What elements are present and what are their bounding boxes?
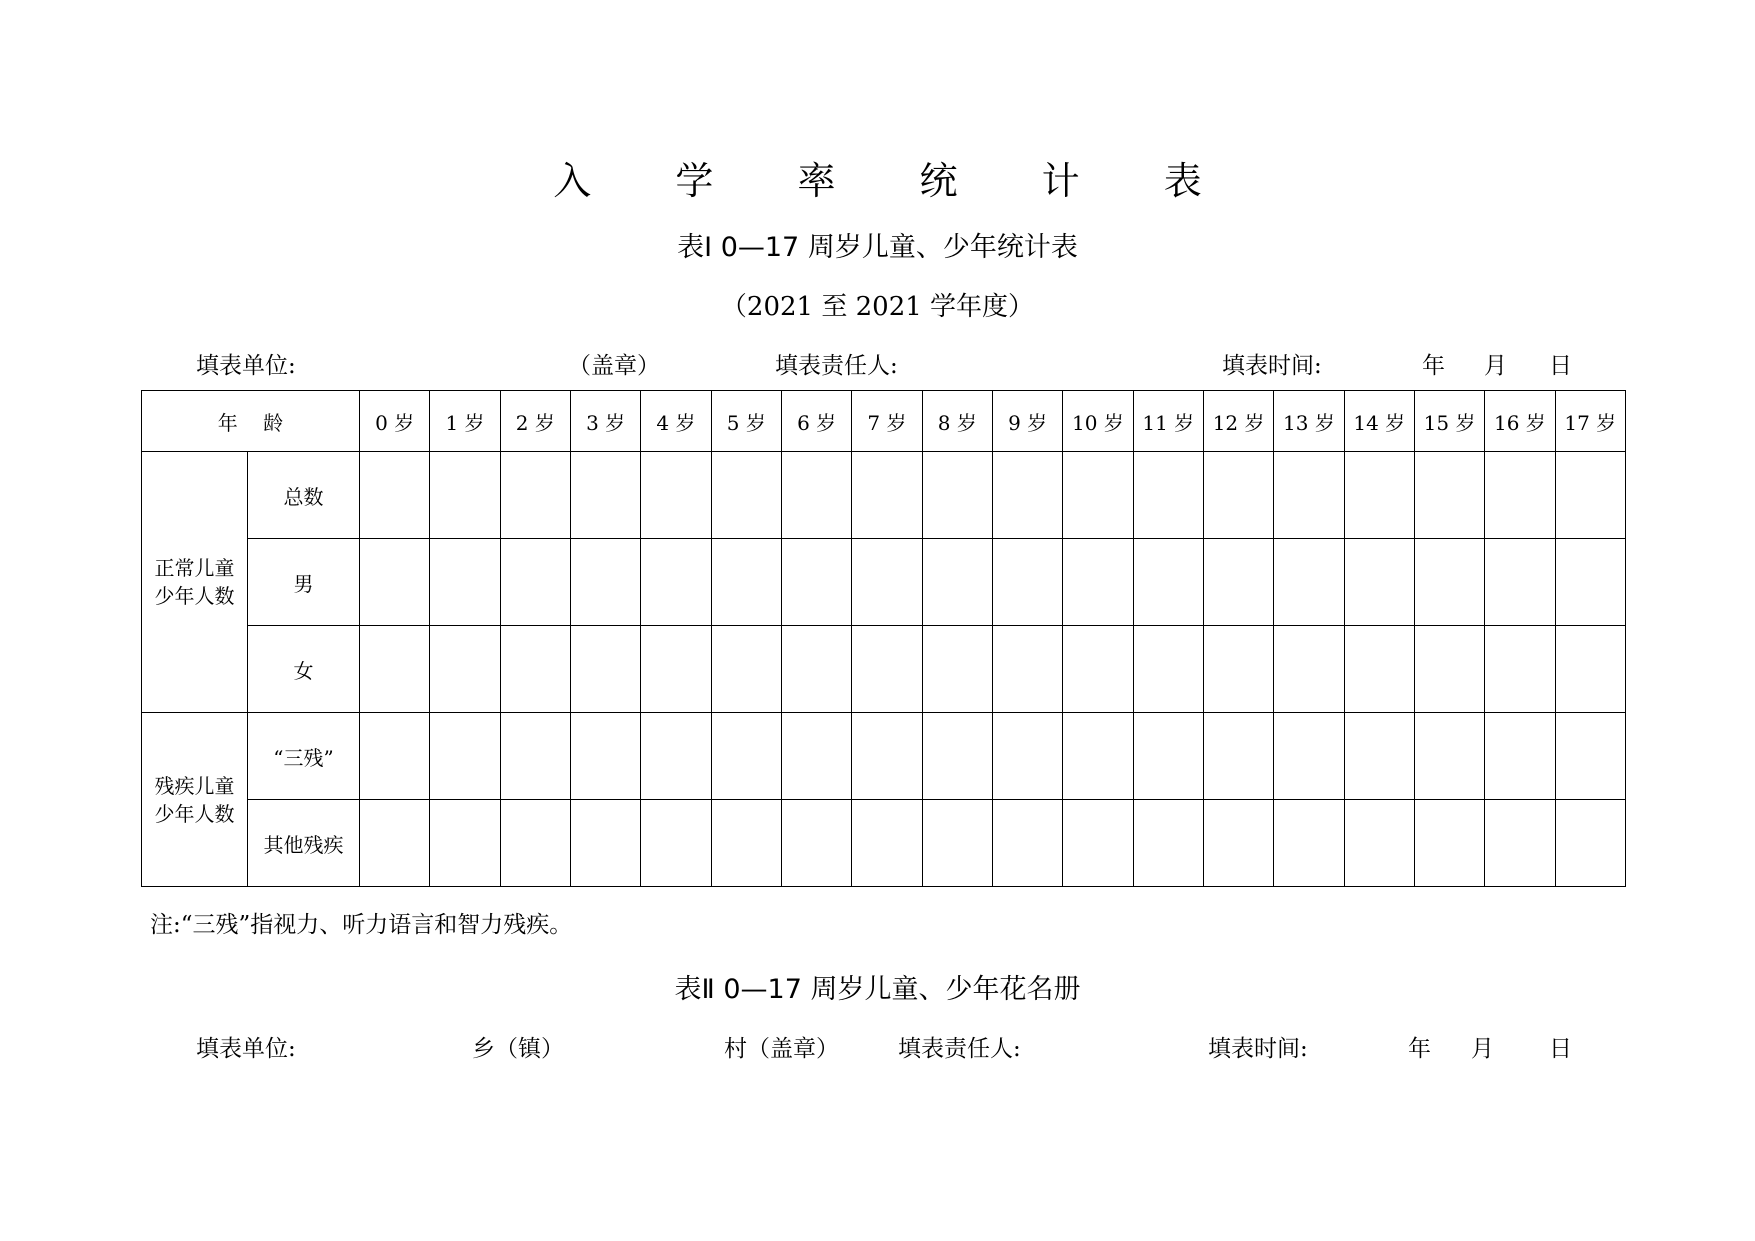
data-cell[interactable]: [641, 626, 711, 713]
row-label-female: 女: [248, 626, 360, 713]
data-cell[interactable]: [922, 713, 992, 800]
data-cell[interactable]: [922, 452, 992, 539]
age-column-header: 3 岁: [570, 391, 640, 452]
age-column-header: 17 岁: [1555, 391, 1625, 452]
data-cell[interactable]: [852, 452, 922, 539]
data-cell[interactable]: [781, 539, 851, 626]
data-cell[interactable]: [1555, 713, 1625, 800]
data-cell[interactable]: [641, 539, 711, 626]
data-cell[interactable]: [1203, 539, 1273, 626]
data-cell[interactable]: [360, 539, 430, 626]
data-cell[interactable]: [1344, 452, 1414, 539]
data-cell[interactable]: [500, 539, 570, 626]
data-cell[interactable]: [1485, 539, 1555, 626]
seal-label: （盖章）: [568, 353, 660, 379]
data-cell[interactable]: [1133, 800, 1203, 887]
data-cell[interactable]: [1203, 800, 1273, 887]
data-cell[interactable]: [430, 539, 500, 626]
data-cell[interactable]: [1063, 452, 1133, 539]
fill-time-label: 填表时间:: [1222, 353, 1322, 379]
day-label: 日: [1549, 353, 1572, 379]
data-cell[interactable]: [922, 626, 992, 713]
row-label-total: 总数: [248, 452, 360, 539]
data-cell[interactable]: [852, 713, 922, 800]
table-row: [142, 800, 1626, 887]
data-cell[interactable]: [1133, 452, 1203, 539]
data-cell[interactable]: [711, 539, 781, 626]
data-cell[interactable]: [1414, 539, 1484, 626]
data-cell[interactable]: [430, 452, 500, 539]
age-column-header: 13 岁: [1274, 391, 1344, 452]
data-cell[interactable]: [641, 713, 711, 800]
table-row: [142, 452, 1626, 539]
data-cell[interactable]: [500, 452, 570, 539]
fill-unit-label: 填表单位:: [196, 1036, 296, 1062]
age-column-header: 5 岁: [711, 391, 781, 452]
table-row: [142, 626, 1626, 713]
table2-caption: 表Ⅱ 0—17 周岁儿童、少年花名册: [674, 974, 1081, 1005]
data-cell[interactable]: [922, 539, 992, 626]
data-cell[interactable]: [430, 800, 500, 887]
group-label-normal: 正常儿童少年人数: [142, 452, 248, 713]
data-cell[interactable]: [711, 452, 781, 539]
village-label: 村（盖章）: [724, 1036, 839, 1062]
age-column-header: 9 岁: [992, 391, 1062, 452]
footnote: 注:“三残”指视力、听力语言和智力残疾。: [150, 912, 573, 938]
data-cell[interactable]: [1203, 626, 1273, 713]
data-cell[interactable]: [1344, 713, 1414, 800]
data-cell[interactable]: [781, 800, 851, 887]
data-cell[interactable]: [852, 800, 922, 887]
data-cell[interactable]: [641, 452, 711, 539]
data-cell[interactable]: [1063, 713, 1133, 800]
data-cell[interactable]: [1063, 539, 1133, 626]
data-cell[interactable]: [1485, 800, 1555, 887]
age-column-header: 16 岁: [1485, 391, 1555, 452]
data-cell[interactable]: [641, 800, 711, 887]
fill-unit-label: 填表单位:: [196, 353, 296, 379]
data-cell[interactable]: [1555, 452, 1625, 539]
data-cell[interactable]: [781, 626, 851, 713]
age-column-header: 14 岁: [1344, 391, 1414, 452]
table-header-row: [142, 391, 1626, 452]
row-label-other-disabilities: 其他残疾: [248, 800, 360, 887]
data-cell[interactable]: [1063, 800, 1133, 887]
data-cell[interactable]: [570, 539, 640, 626]
age-column-header: 10 岁: [1063, 391, 1133, 452]
data-cell[interactable]: [360, 452, 430, 539]
age-column-header: 15 岁: [1414, 391, 1484, 452]
data-cell[interactable]: [711, 713, 781, 800]
age-column-header: 2 岁: [500, 391, 570, 452]
data-cell[interactable]: [852, 539, 922, 626]
data-cell[interactable]: [1555, 626, 1625, 713]
responsible-label: 填表责任人:: [898, 1036, 1021, 1062]
data-cell[interactable]: [360, 713, 430, 800]
data-cell[interactable]: [711, 800, 781, 887]
data-cell[interactable]: [1414, 452, 1484, 539]
data-cell[interactable]: [1203, 452, 1273, 539]
data-cell[interactable]: [1063, 626, 1133, 713]
table1-caption: 表Ⅰ 0—17 周岁儿童、少年统计表: [677, 232, 1078, 263]
fill-time-label: 填表时间:: [1208, 1036, 1308, 1062]
data-cell[interactable]: [1274, 539, 1344, 626]
statistics-table: [141, 390, 1626, 887]
data-cell[interactable]: [992, 539, 1062, 626]
age-column-header: 8 岁: [922, 391, 992, 452]
data-cell[interactable]: [430, 713, 500, 800]
data-cell[interactable]: [1485, 626, 1555, 713]
data-cell[interactable]: [1133, 626, 1203, 713]
data-cell[interactable]: [570, 452, 640, 539]
data-cell[interactable]: [360, 626, 430, 713]
page-title: 入 学 率 统 计 表: [553, 159, 1238, 203]
data-cell[interactable]: [570, 713, 640, 800]
data-cell[interactable]: [500, 713, 570, 800]
table-row: [142, 539, 1626, 626]
row-label-three-disabilities: “三残”: [248, 713, 360, 800]
school-year: （2021 至 2021 学年度）: [720, 292, 1035, 322]
data-cell[interactable]: [500, 800, 570, 887]
data-cell[interactable]: [430, 626, 500, 713]
data-cell[interactable]: [500, 626, 570, 713]
data-cell[interactable]: [570, 626, 640, 713]
data-cell[interactable]: [992, 626, 1062, 713]
data-cell[interactable]: [1555, 800, 1625, 887]
age-column-header: 11 岁: [1133, 391, 1203, 452]
data-cell[interactable]: [1414, 626, 1484, 713]
age-column-header: 0 岁: [360, 391, 430, 452]
data-cell[interactable]: [1414, 800, 1484, 887]
age-column-header: 6 岁: [781, 391, 851, 452]
data-cell[interactable]: [1274, 713, 1344, 800]
age-column-header: 4 岁: [641, 391, 711, 452]
data-cell[interactable]: [1274, 452, 1344, 539]
age-header: 年 龄: [142, 391, 360, 452]
data-cell[interactable]: [1274, 800, 1344, 887]
age-column-header: 1 岁: [430, 391, 500, 452]
data-cell[interactable]: [992, 452, 1062, 539]
data-cell[interactable]: [992, 800, 1062, 887]
day-label: 日: [1549, 1036, 1572, 1062]
age-column-header: 7 岁: [852, 391, 922, 452]
data-cell[interactable]: [1344, 626, 1414, 713]
data-cell[interactable]: [1344, 539, 1414, 626]
data-cell[interactable]: [570, 800, 640, 887]
month-label: 月: [1471, 1036, 1494, 1062]
month-label: 月: [1484, 353, 1507, 379]
data-cell[interactable]: [1344, 800, 1414, 887]
data-cell[interactable]: [1274, 626, 1344, 713]
year-label: 年: [1422, 353, 1445, 379]
responsible-label: 填表责任人:: [775, 353, 898, 379]
row-label-male: 男: [248, 539, 360, 626]
age-column-header: 12 岁: [1203, 391, 1273, 452]
township-label: 乡（镇）: [472, 1036, 564, 1062]
data-cell[interactable]: [1414, 713, 1484, 800]
data-cell[interactable]: [1203, 713, 1273, 800]
data-cell[interactable]: [1133, 539, 1203, 626]
data-cell[interactable]: [1133, 713, 1203, 800]
year-label: 年: [1408, 1036, 1431, 1062]
table-row: [142, 713, 1626, 800]
data-cell[interactable]: [781, 452, 851, 539]
data-cell[interactable]: [992, 713, 1062, 800]
data-cell[interactable]: [360, 800, 430, 887]
data-cell[interactable]: [852, 626, 922, 713]
group-label-disabled: 残疾儿童少年人数: [142, 713, 248, 887]
data-cell[interactable]: [1485, 452, 1555, 539]
data-cell[interactable]: [711, 626, 781, 713]
data-cell[interactable]: [1555, 539, 1625, 626]
data-cell[interactable]: [922, 800, 992, 887]
data-cell[interactable]: [1485, 713, 1555, 800]
data-cell[interactable]: [781, 713, 851, 800]
